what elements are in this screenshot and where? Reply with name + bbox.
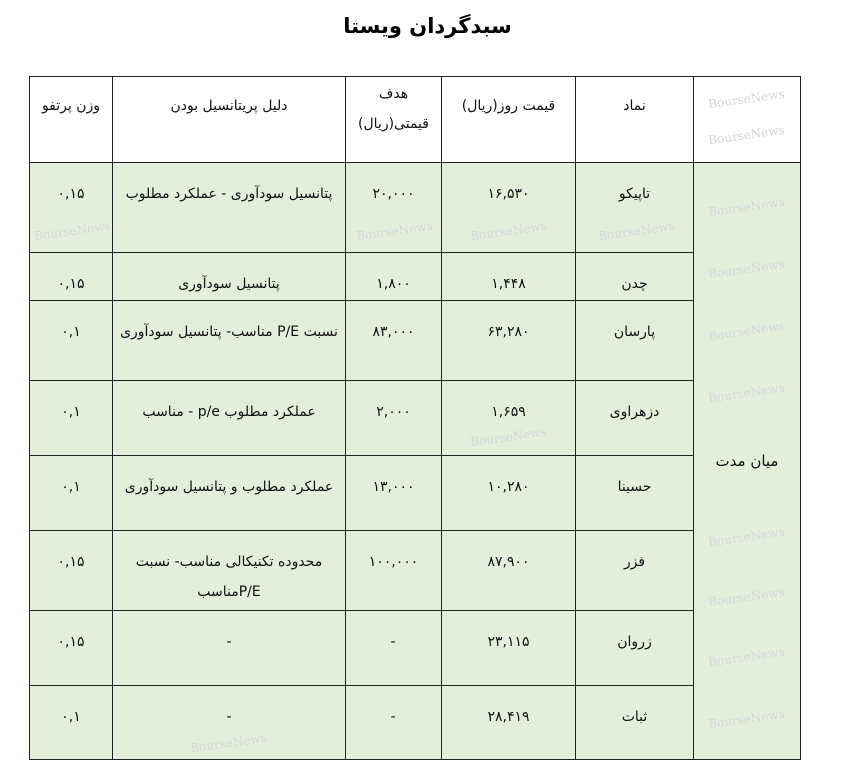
table-row — [30, 531, 801, 611]
watermark: BourseNews — [707, 122, 786, 148]
header-symbol: نماد — [576, 77, 694, 163]
reason-cell: پتانسیل سودآوری - عملکرد مطلوب — [113, 163, 346, 253]
target-cell: ۱,۸۰۰ — [346, 253, 442, 301]
table-row — [30, 686, 801, 760]
weight-cell: ۰,۱ — [30, 301, 113, 381]
weight-cell: ۰,۱ — [30, 456, 113, 531]
watermark: BourseNews — [707, 86, 786, 112]
weight-cell: ۰,۱۵ — [30, 531, 113, 611]
target-cell: ۱۰۰,۰۰۰ — [346, 531, 442, 611]
price-cell: ۱,۶۵۹ — [442, 381, 576, 456]
table-row — [30, 456, 801, 531]
symbol-cell: تاپیکو — [576, 163, 694, 253]
target-cell: - — [346, 611, 442, 686]
weight-cell: ۰,۱۵ — [30, 253, 113, 301]
watermark: BourseNews — [469, 218, 548, 244]
weight-cell: ۰,۱۵ — [30, 163, 113, 253]
symbol-cell: ثبات — [576, 686, 694, 760]
reason-cell: عملکرد مطلوب و پتانسیل سودآوری — [113, 456, 346, 531]
table-row — [30, 301, 801, 381]
header-price: قیمت روز(ریال) — [442, 77, 576, 163]
table-header-row — [30, 77, 801, 163]
table-row — [30, 253, 801, 301]
weight-cell: ۰,۱۵ — [30, 611, 113, 686]
price-cell: ۲۳,۱۱۵ — [442, 611, 576, 686]
reason-cell: محدوده تکنیکالی مناسب- نسبت P/Eمناسب — [113, 531, 346, 611]
watermark: BourseNews — [707, 644, 786, 670]
watermark: BourseNews — [707, 584, 786, 610]
watermark: BourseNews — [707, 524, 786, 550]
table-row — [30, 381, 801, 456]
page-title: سبدگردان ویستا — [343, 14, 512, 38]
watermark: BourseNews — [707, 318, 786, 344]
symbol-cell: زروان — [576, 611, 694, 686]
watermark: BourseNews — [707, 194, 786, 220]
header-target: هدف قیمتی(ریال) — [346, 77, 442, 163]
reason-cell: عملکرد مطلوب p/e - مناسب — [113, 381, 346, 456]
watermark: BourseNews — [707, 380, 786, 406]
symbol-cell: پارسان — [576, 301, 694, 381]
target-cell: ۸۳,۰۰۰ — [346, 301, 442, 381]
watermark: BourseNews — [707, 256, 786, 282]
target-cell: - — [346, 686, 442, 760]
portfolio-table — [29, 76, 801, 760]
price-cell: ۱۶,۵۳۰ — [442, 163, 576, 253]
symbol-cell: فزر — [576, 531, 694, 611]
symbol-cell: حسینا — [576, 456, 694, 531]
watermark: BourseNews — [189, 730, 268, 756]
header-weight: وزن پرتفو — [30, 77, 113, 163]
table-row — [30, 611, 801, 686]
group-cell: میان مدت — [694, 163, 801, 760]
price-cell: ۲۸,۴۱۹ — [442, 686, 576, 760]
watermark: BourseNews — [355, 218, 434, 244]
price-cell: ۱,۴۴۸ — [442, 253, 576, 301]
symbol-cell: دزهراوی — [576, 381, 694, 456]
weight-cell: ۰,۱ — [30, 381, 113, 456]
price-cell: ۸۷,۹۰۰ — [442, 531, 576, 611]
watermark: BourseNews — [707, 706, 786, 732]
target-cell: ۲,۰۰۰ — [346, 381, 442, 456]
watermark: BourseNews — [33, 218, 112, 244]
reason-cell: - — [113, 686, 346, 760]
reason-cell: - — [113, 611, 346, 686]
symbol-cell: چدن — [576, 253, 694, 301]
price-cell: ۶۳,۲۸۰ — [442, 301, 576, 381]
watermark: BourseNews — [469, 424, 548, 450]
table-row — [30, 163, 801, 253]
target-cell: ۱۳,۰۰۰ — [346, 456, 442, 531]
watermark: BourseNews — [597, 218, 676, 244]
weight-cell: ۰,۱ — [30, 686, 113, 760]
header-group — [694, 77, 801, 163]
reason-cell: پتانسیل سودآوری — [113, 253, 346, 301]
target-cell: ۲۰,۰۰۰ — [346, 163, 442, 253]
reason-cell: نسبت P/E مناسب- پتانسیل سودآوری — [113, 301, 346, 381]
header-reason: دلیل پریتانسیل بودن — [113, 77, 346, 163]
price-cell: ۱۰,۲۸۰ — [442, 456, 576, 531]
